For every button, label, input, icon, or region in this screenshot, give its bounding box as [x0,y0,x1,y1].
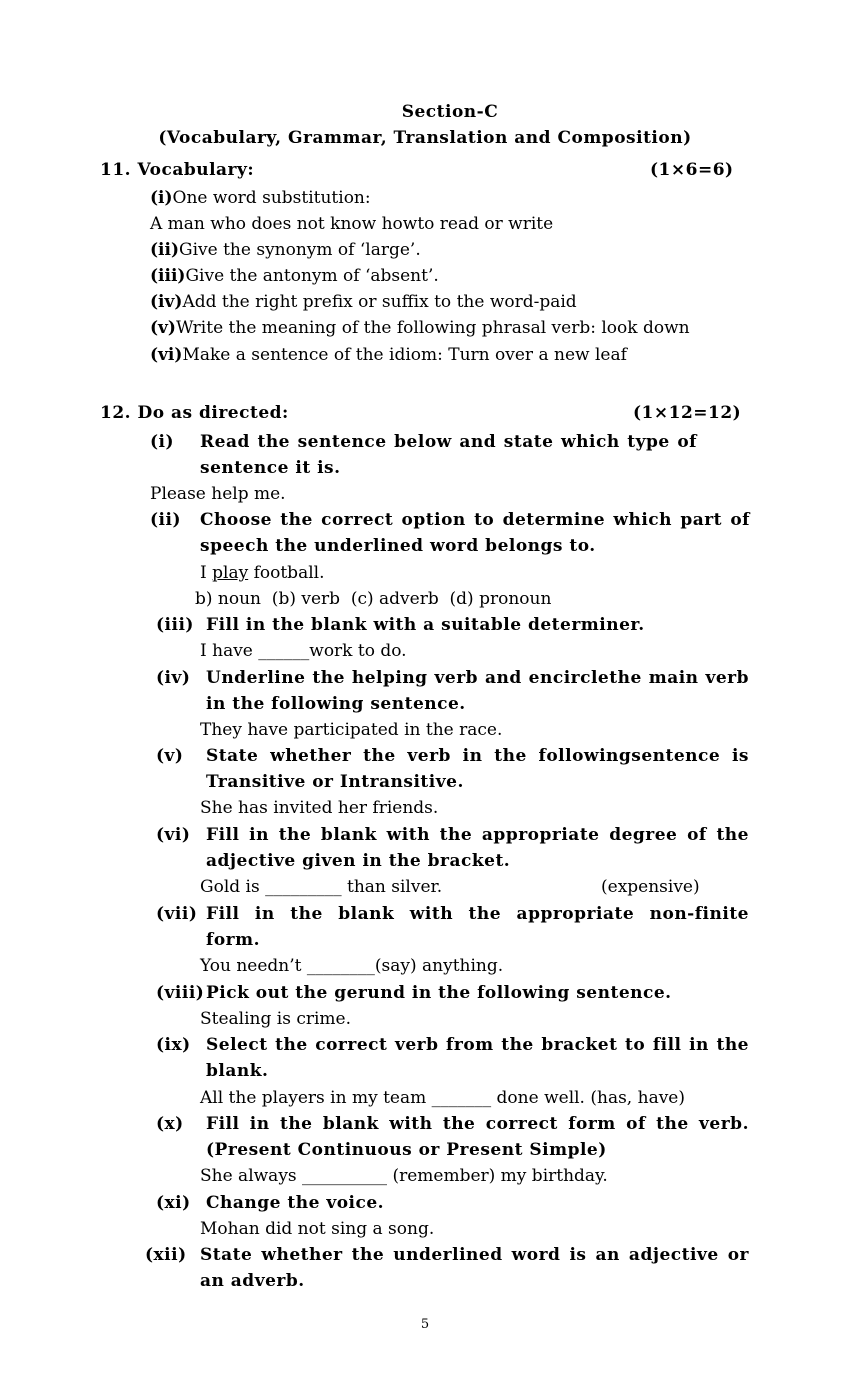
q11-heading: 11. Vocabulary: [100,160,255,180]
q12-num-vii: (vii) [156,904,198,924]
q12-answer: All the players in my team _______ done well. (has, have) [200,1088,685,1108]
q12-instruction: Select the correct verb from the bracket to fill in the [206,1035,749,1055]
q11-item-iii [150,263,439,289]
q12-hint: (expensive) [601,877,700,897]
q12-instruction-cont: sentence it is. [200,458,341,478]
section-title: Section-C [401,102,499,122]
q11-item-num: (ii) [150,240,180,260]
q11-item-num: (i) [150,188,173,208]
q12-answer: Stealing is crime. [200,1009,352,1029]
q12-instruction-cont: in the following sentence. [206,694,466,714]
q12-answer: I have ______work to do. [200,641,407,661]
q11-item-text: One word substitution: [172,188,371,208]
q12-num-ii: (ii) [150,510,182,530]
q12-num-i: (i) [150,432,175,452]
q12-instruction: Read the sentence below and state which type of [200,432,697,452]
q12-answer: She has invited her friends. [200,798,439,818]
q12-num-xii: (xii) [145,1245,187,1265]
q12-instruction-cont: blank. [206,1061,269,1081]
q12-num-x: (x) [156,1114,184,1134]
q11-item-text: Write the meaning of the following phrasal verb: look down [175,318,690,338]
q12-answer: They have participated in the race. [200,720,503,740]
underlined-word: play [212,563,249,583]
q12-heading: 12. Do as directed: [100,403,289,423]
q11-item-num: (iv) [150,292,183,312]
q12-answer: Gold is _________ than silver. [200,877,443,897]
q11-item-vi [150,342,627,368]
q11-item-text: Make a sentence of the idiom: Turn over a new leaf [182,345,627,365]
q11-item-text: Give the antonym of ‘absent’. [185,266,439,286]
q11-item-num: (vi) [150,345,183,365]
q11-item-num: (iii) [150,266,186,286]
q11-item-ii [150,237,421,263]
q12-instruction: State whether the verb in the followingsentence is [206,746,749,766]
q12-instruction: Underline the helping verb and encirclethe main verb [206,668,749,688]
q12-num-iii: (iii) [156,615,194,635]
q11-marks: (1×6=6) [650,160,734,180]
q12-num-v: (v) [156,746,184,766]
answer-text: football. [248,563,325,583]
q12-instruction: Fill in the blank with the correct form of the verb. [206,1114,749,1134]
q12-instruction-cont: Transitive or Intransitive. [206,772,464,792]
q11-item-v [150,315,690,341]
q12-num-ix: (ix) [156,1035,191,1055]
q12-options: b) noun (b) verb (c) adverb (d) pronoun [195,589,552,609]
q11-item-text: Add the right prefix or suffix to the word-paid [182,292,577,312]
q12-answer: Mohan did not sing a song. [200,1219,435,1239]
q12-instruction-cont: adjective given in the bracket. [206,851,511,871]
q11-item-i-text: A man who does not know howto read or write [150,214,554,234]
q11-item-i [150,185,371,211]
q11-item-text: Give the synonym of ‘large’. [179,240,421,260]
q12-answer [200,560,324,586]
q11-item-num: (v) [150,318,176,338]
q12-num-xi: (xi) [156,1193,191,1213]
q12-instruction: Choose the correct option to determine which part of [200,510,750,530]
q12-instruction: Pick out the gerund in the following sentence. [206,983,672,1003]
q12-instruction: Fill in the blank with the appropriate non-finite [206,904,749,924]
q12-num-viii: (viii) [156,983,205,1003]
q12-num-vi: (vi) [156,825,191,845]
q12-answer: You needn’t ________(say) anything. [200,956,504,976]
q12-instruction-cont: form. [206,930,261,950]
q12-instruction: Change the voice. [206,1193,385,1213]
q12-num-iv: (iv) [156,668,191,688]
section-subtitle: (Vocabulary, Grammar, Translation and Composition) [158,128,692,148]
q12-instruction: State whether the underlined word is an adjective or [200,1245,749,1265]
q12-instruction: Fill in the blank with a suitable determiner. [206,615,645,635]
q12-instruction-cont: an adverb. [200,1271,305,1291]
q12-marks: (1×12=12) [633,403,742,423]
q12-instruction-cont: (Present Continuous or Present Simple) [206,1140,607,1160]
answer-text: I [200,563,213,583]
page-number: 5 [420,1317,430,1332]
q12-answer: Please help me. [150,484,286,504]
q11-item-iv [150,289,577,315]
q12-instruction: Fill in the blank with the appropriate degree of the [206,825,749,845]
q12-answer: She always __________ (remember) my birthday. [200,1166,608,1186]
q12-instruction-cont: speech the underlined word belongs to. [200,536,596,556]
